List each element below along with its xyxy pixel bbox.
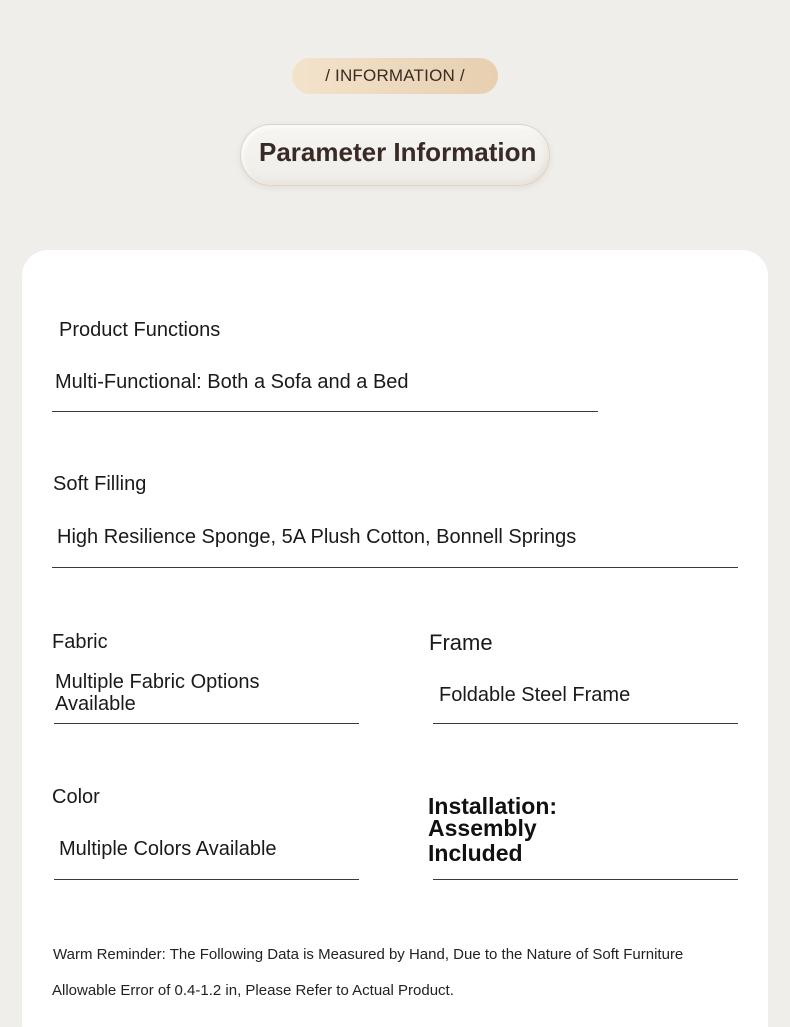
- page-title: Parameter Information: [259, 137, 537, 167]
- frame-divider: [433, 723, 738, 724]
- reminder-line-2: Allowable Error of 0.4-1.2 in, Please Refer to Actual Product.: [52, 982, 454, 999]
- frame-value: Foldable Steel Frame: [439, 684, 631, 706]
- section-tag: / INFORMATION /: [292, 58, 498, 94]
- color-label: Color: [52, 786, 100, 808]
- soft-filling-label: Soft Filling: [53, 473, 147, 495]
- installation-line-2: Assembly: [428, 815, 537, 841]
- product-functions-label: Product Functions: [59, 319, 221, 341]
- fabric-divider: [54, 723, 359, 724]
- color-divider: [54, 879, 359, 880]
- fabric-label: Fabric: [52, 631, 108, 653]
- installation-line-3: Included: [428, 840, 523, 866]
- installation-line-1: Installation:: [428, 793, 558, 819]
- color-value: Multiple Colors Available: [59, 838, 277, 860]
- reminder-line-1: Warm Reminder: The Following Data is Measured by Hand, Due to the Nature of Soft Furniture: [53, 946, 684, 963]
- product-functions-value: Multi-Functional: Both a Sofa and a Bed: [55, 371, 409, 393]
- soft-filling-divider: [52, 567, 738, 568]
- parameter-card: [22, 250, 768, 1027]
- soft-filling-value: High Resilience Sponge, 5A Plush Cotton, Bonnell Springs: [57, 526, 577, 548]
- fabric-value: Multiple Fabric Options Available: [55, 671, 260, 715]
- frame-label: Frame: [429, 630, 493, 655]
- product-functions-divider: [52, 411, 598, 412]
- installation-divider: [433, 879, 738, 880]
- installation-value: [428, 795, 557, 864]
